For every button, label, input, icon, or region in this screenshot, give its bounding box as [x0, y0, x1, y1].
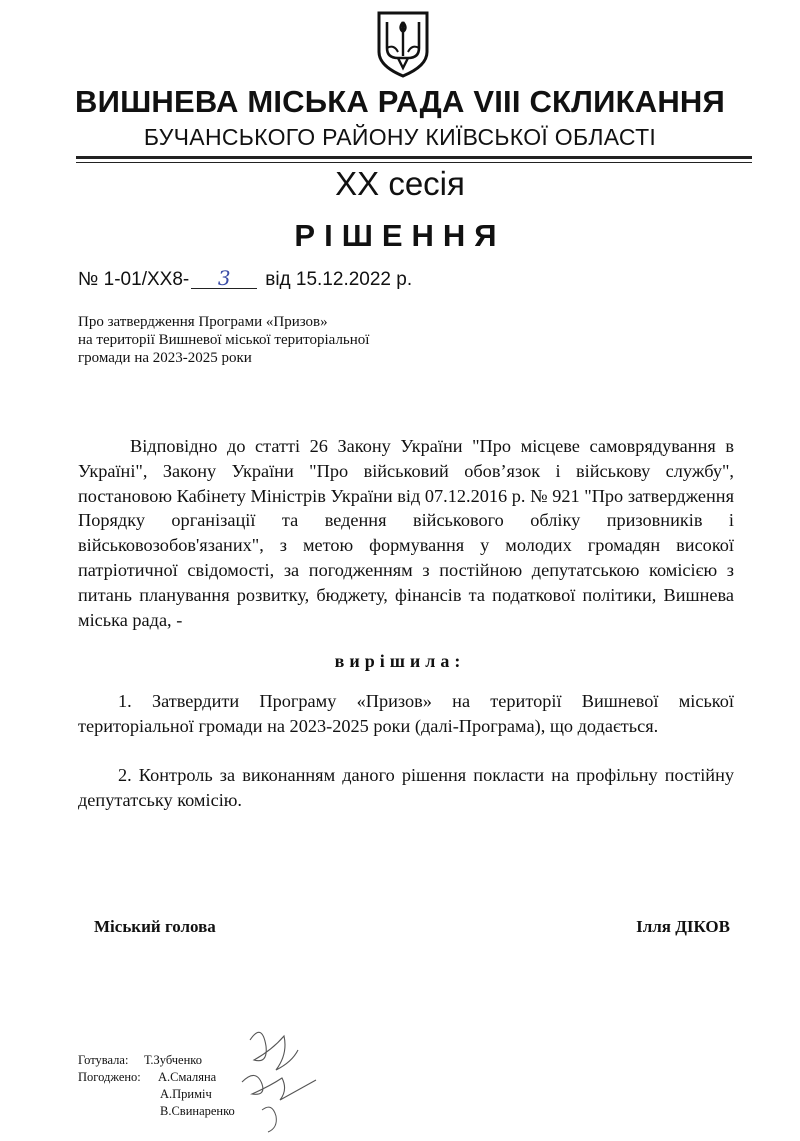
prepared-name: Т.Зубченко — [144, 1053, 202, 1067]
decision-subject — [78, 313, 369, 367]
resolution-item-text: 2. Контроль за виконанням даного рішення покласти на профільну постійну депутатську комісію. — [78, 765, 734, 810]
handwritten-signatures — [232, 1020, 322, 1140]
decision-date: від 15.12.2022 р. — [265, 269, 413, 290]
agreed-name: А.Приміч — [160, 1087, 212, 1101]
agreed-name: А.Смаляна — [158, 1070, 217, 1084]
preamble-text: Відповідно до статті 26 Закону України "Про місцеве самоврядування в Україні", Закону України "Про військовий обов’язок і військову службу", постановою Кабінету Міністрів України від 07.12.2016 р. № 921 "Про затвердження Порядку організації та ведення військового обліку призовників і військовозобов'язаних", з метою формування у молодих громадян високої патріотичної свідомості, за погодженням з постійною депутатською комісією з питань планування розвитку, бюджету, фінансів та податкової політики, Вишнева міська рада, - — [78, 436, 734, 630]
resolution-item-text: 1. Затвердити Програму «Призов» на території Вишневої міської територіальної громади на 2023-2025 роки (далі-Програма), що додається. — [78, 691, 734, 736]
prepared-label: Готувала: — [78, 1053, 129, 1067]
handwritten-decision-number: 3 — [191, 268, 257, 289]
subject-line: на території Вишневої міської територіальної — [78, 332, 370, 348]
preamble-paragraph — [78, 434, 734, 632]
session-title: XX сесія — [335, 165, 465, 202]
subject-line: громади на 2023-2025 роки — [78, 350, 252, 366]
council-title: ВИШНЕВА МІСЬКА РАДА VIII СКЛИКАННЯ — [75, 84, 725, 119]
signatory-name: Ілля ДІКОВ — [636, 917, 730, 936]
decision-number-line — [78, 268, 412, 291]
resolution-item — [78, 763, 734, 813]
header-divider — [76, 156, 752, 159]
signatory-role: Міський голова — [94, 917, 216, 936]
header-divider-thin — [76, 162, 752, 163]
decision-number-prefix: № 1-01/XX8- — [78, 269, 190, 290]
resolution-item — [78, 689, 734, 739]
agreed-name: В.Свинаренко — [160, 1104, 235, 1118]
resolved-heading: вирішила: — [334, 651, 466, 671]
trident-emblem-icon — [374, 10, 432, 78]
council-subtitle: БУЧАНСЬКОГО РАЙОНУ КИЇВСЬКОЇ ОБЛАСТІ — [143, 124, 657, 150]
subject-line: Про затвердження Програми «Призов» — [78, 314, 328, 330]
decision-heading: РІШЕННЯ — [294, 218, 506, 253]
agreed-label: Погоджено: — [78, 1070, 141, 1084]
